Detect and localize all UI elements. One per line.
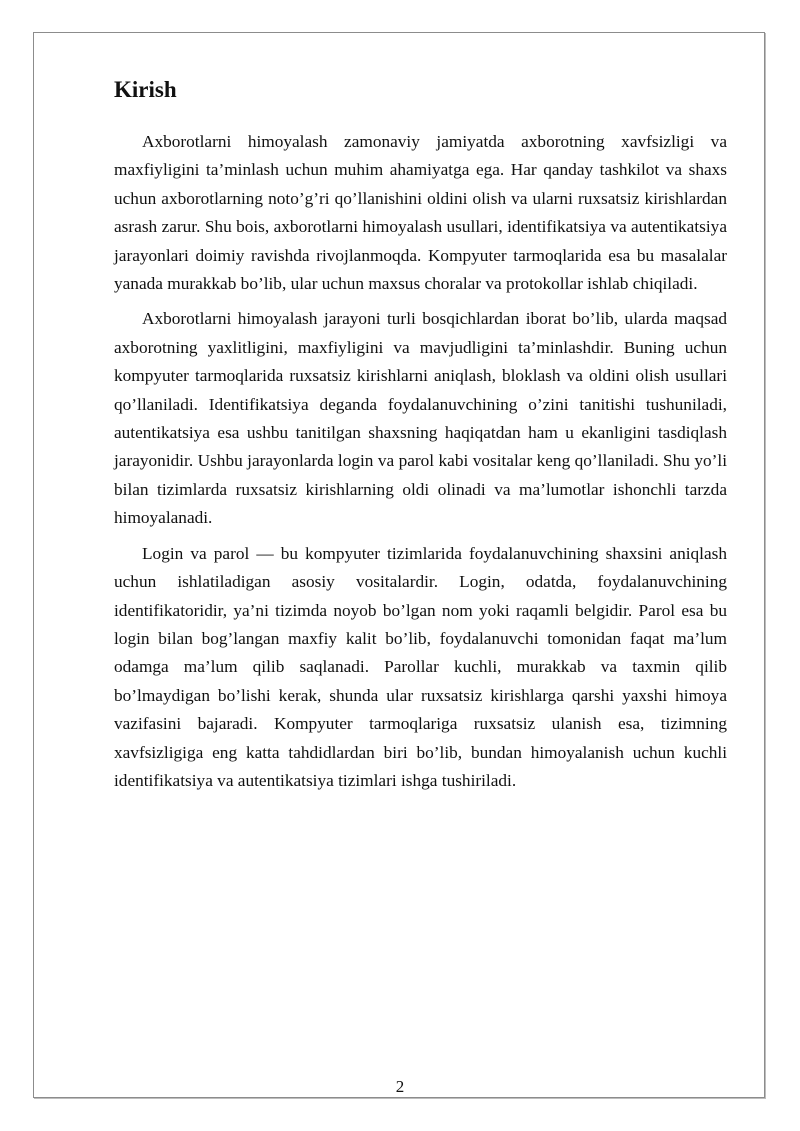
paragraph-2: Axborotlarni himoyalash jarayoni turli bosqichlardan iborat bo’lib, ularda maqsad axborotning yaxlitligini, maxfiyligini va mavjudligini ta’minlashdir. Buning uchun kompyuter tarmoqlarida ruxsatsiz kirishlarni aniqlash, bloklash va oldini olish usullari qo’llaniladi. Identifikatsiya deganda foydalanuvchining o’zini tanitishi tushuniladi, autentikatsiya esa ushbu tanitilgan shaxsning haqiqatdan ham u ekanligini tasdiqlash jarayonidir. Ushbu jarayonlarda login va parol kabi vositalar keng qo’llaniladi. Shu yo’li bilan tizimlarda ruxsatsiz kirishlarning oldi olinadi va ma’lumotlar ishonchli tarzda himoyalanadi. [114, 309, 727, 528]
document-body [114, 75, 727, 802]
page-number: 2 [395, 1077, 405, 1096]
paragraph-1: Axborotlarni himoyalash zamonaviy jamiyatda axborotning xavfsizligi va maxfiyligini ta’minlash uchun muhim ahamiyatga ega. Har qanday tashkilot va shaxs uchun axborotlarning noto’g’ri qo’llanishini oldini olish va ularni ruxsatsiz kirishlardan asrash zarur. Shu bois, axborotlarni himoyalash usullari, identifikatsiya va autentikatsiya jarayonlari doimiy ravishda rivojlanmoqda. Kompyuter tarmoqlarida esa bu masalalar yanada murakkab bo’lib, ular uchun maxsus choralar va protokollar ishlab chiqiladi. [114, 132, 727, 294]
section-heading: Kirish [114, 77, 177, 102]
paragraph-3: Login va parol — bu kompyuter tizimlarida foydalanuvchining shaxsini aniqlash uchun ishlatiladigan asosiy vositalardir. Login, odatda, foydalanuvchining identifikatoridir, ya’ni tizimda noyob bo’lgan nom yoki raqamli belgidir. Parol esa bu login bilan bog’langan maxfiy kalit bo’lib, foydalanuvchi tomonidan faqat ma’lum odamga ma’lum qilib saqlanadi. Parollar kuchli, murakkab va taxmin qilib bo’lmaydigan bo’lishi kerak, shunda ular ruxsatsiz kirishlarga qarshi yaxshi himoya vazifasini bajaradi. Kompyuter tarmoqlariga ruxsatsiz ulanish esa, tizimning xavfsizligiga eng katta tahdidlardan biri bo’lib, bundan himoyalanish uchun kuchli identifikatsiya va autentikatsiya tizimlari ishga tushiriladi. [114, 543, 727, 790]
